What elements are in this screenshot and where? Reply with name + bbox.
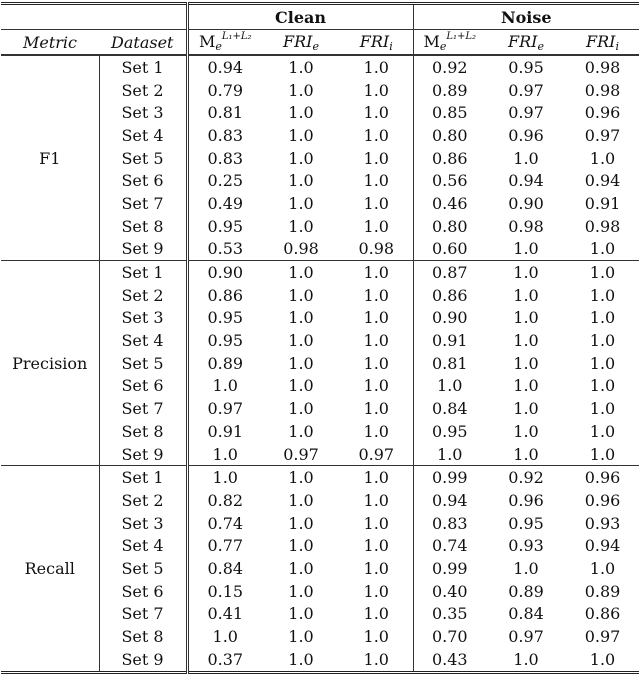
- frie-base: FRI: [283, 31, 313, 51]
- dataset-cell: Set 4: [99, 329, 187, 352]
- value-cell-clean: 0.97: [207, 399, 244, 419]
- value-cell-clean: 0.91: [207, 421, 244, 441]
- value-cell-clean: 1.0: [340, 79, 413, 102]
- value-cell-clean: 1.0: [288, 513, 314, 533]
- header-column-row: [1, 30, 639, 56]
- dataset-cell: Set 5: [99, 147, 187, 170]
- value-cell-clean: 1.0: [340, 625, 413, 648]
- dataset-cell: Set 3: [99, 101, 187, 124]
- value-cell-clean: 0.37: [207, 649, 244, 669]
- value-cell-clean: 1.0: [288, 649, 314, 669]
- dataset-cell: Set 2: [99, 284, 187, 307]
- group-header-noise: Noise: [500, 7, 552, 27]
- value-cell-clean: 0.82: [207, 490, 244, 510]
- value-cell-clean: 0.83: [207, 125, 244, 145]
- value-cell-noise: 0.93: [508, 536, 544, 556]
- value-cell-clean: 1.0: [288, 331, 314, 351]
- m-sub: e: [215, 40, 222, 53]
- value-cell-noise: 1.0: [513, 148, 539, 168]
- value-cell-noise: 0.56: [431, 171, 468, 191]
- value-cell-noise: 0.86: [431, 285, 468, 305]
- value-cell-noise: 0.81: [431, 353, 468, 373]
- value-cell-clean: 1.0: [340, 169, 413, 192]
- value-cell-clean: 0.90: [187, 261, 262, 284]
- dataset-cell: Set 1: [99, 261, 187, 284]
- value-cell-noise: 1.0: [589, 331, 616, 351]
- value-cell-clean: 1.0: [340, 215, 413, 238]
- value-cell-clean: 1.0: [288, 353, 314, 373]
- value-cell-noise: 1.0: [437, 376, 463, 396]
- value-cell-noise: 0.99: [431, 558, 468, 578]
- value-cell-clean: 0.25: [207, 171, 244, 191]
- value-cell-noise: 1.0: [513, 308, 539, 328]
- value-cell-noise: 1.0: [486, 261, 566, 284]
- value-cell-clean: 1.0: [288, 558, 314, 578]
- value-cell-clean: 0.81: [207, 103, 244, 123]
- dataset-cell: Set 8: [99, 420, 187, 443]
- value-cell-noise: 0.85: [431, 103, 468, 123]
- dataset-cell: Set 9: [99, 443, 187, 466]
- value-cell-noise: 0.90: [431, 308, 468, 328]
- metric-label: F1: [1, 55, 99, 261]
- dataset-cell: Set 3: [99, 307, 187, 330]
- value-cell-noise: 1.0: [513, 399, 539, 419]
- value-cell-noise: 0.95: [431, 421, 468, 441]
- value-cell-clean: 1.0: [340, 557, 413, 580]
- value-cell-clean: 1.0: [340, 192, 413, 215]
- value-cell-clean: 0.49: [207, 193, 244, 213]
- value-cell-clean: 1.0: [340, 55, 413, 79]
- value-cell-clean: 1.0: [288, 490, 314, 510]
- value-cell-clean: 1.0: [340, 420, 413, 443]
- value-cell-noise: 0.87: [413, 261, 486, 284]
- table-row: [1, 466, 639, 489]
- value-cell-clean: 1.0: [340, 534, 413, 557]
- value-cell-clean: 1.0: [288, 216, 314, 236]
- value-cell-clean: 1.0: [340, 580, 413, 603]
- value-cell-noise: 0.70: [431, 627, 468, 647]
- value-cell-clean: 0.53: [207, 239, 244, 259]
- value-cell-clean: 1.0: [288, 627, 314, 647]
- value-cell-noise: 0.97: [584, 125, 621, 145]
- value-cell-noise: 0.94: [431, 490, 468, 510]
- value-cell-clean: 0.98: [283, 239, 319, 259]
- frie-sub: e: [537, 39, 544, 53]
- value-cell-noise: 0.89: [584, 581, 621, 601]
- dataset-cell: Set 4: [99, 534, 187, 557]
- dataset-cell: Set 2: [99, 489, 187, 512]
- value-cell-clean: 1.0: [288, 103, 314, 123]
- value-cell-noise: 0.97: [508, 103, 544, 123]
- value-cell-noise: 0.74: [431, 536, 468, 556]
- results-table-body: [1, 55, 639, 672]
- value-cell-clean: 0.83: [207, 148, 244, 168]
- value-cell-clean: 0.97: [283, 444, 319, 464]
- value-cell-noise: 1.0: [589, 399, 616, 419]
- value-cell-noise: 1.0: [589, 649, 616, 669]
- column-header-frii-clean: [340, 30, 413, 56]
- value-cell-noise: 1.0: [513, 421, 539, 441]
- dataset-cell: Set 6: [99, 375, 187, 398]
- dataset-cell: Set 7: [99, 192, 187, 215]
- value-cell-noise: 1.0: [513, 649, 539, 669]
- value-cell-noise: 0.40: [431, 581, 468, 601]
- value-cell-noise: 0.98: [566, 55, 639, 79]
- value-cell-clean: 1.0: [340, 147, 413, 170]
- m-sup: L₁+L₂: [221, 31, 252, 42]
- value-cell-clean: 0.77: [207, 536, 244, 556]
- value-cell-noise: 1.0: [589, 353, 616, 373]
- value-cell-clean: 1.0: [262, 261, 340, 284]
- value-cell-noise: 0.98: [508, 216, 544, 236]
- value-cell-clean: 1.0: [340, 397, 413, 420]
- value-cell-noise: 1.0: [589, 285, 616, 305]
- value-cell-clean: 1.0: [340, 101, 413, 124]
- value-cell-clean: 1.0: [288, 171, 314, 191]
- value-cell-noise: 0.97: [508, 80, 544, 100]
- value-cell-noise: 0.99: [413, 466, 486, 489]
- value-cell-noise: 0.89: [508, 581, 544, 601]
- value-cell-clean: 0.84: [207, 558, 244, 578]
- value-cell-clean: 1.0: [288, 80, 314, 100]
- value-cell-noise: 0.86: [431, 148, 468, 168]
- value-cell-noise: 0.80: [431, 216, 468, 236]
- dataset-cell: Set 2: [99, 79, 187, 102]
- column-header-metric: Metric: [1, 30, 99, 56]
- value-cell-noise: 0.95: [508, 513, 544, 533]
- value-cell-noise: 1.0: [589, 148, 616, 168]
- value-cell-clean: 0.95: [207, 308, 244, 328]
- dataset-cell: Set 1: [99, 466, 187, 489]
- dataset-cell: Set 9: [99, 648, 187, 672]
- value-cell-noise: 0.96: [508, 490, 544, 510]
- value-cell-clean: 1.0: [340, 603, 413, 626]
- column-header-dataset: Dataset: [99, 30, 187, 56]
- value-cell-noise: 1.0: [589, 308, 616, 328]
- value-cell-clean: 0.79: [207, 80, 244, 100]
- dataset-cell: Set 3: [99, 512, 187, 535]
- m-base: M: [423, 32, 440, 51]
- value-cell-noise: 1.0: [589, 421, 616, 441]
- value-cell-clean: 0.74: [207, 513, 244, 533]
- value-cell-clean: 0.98: [340, 238, 413, 261]
- dataset-cell: Set 7: [99, 397, 187, 420]
- value-cell-clean: 1.0: [212, 376, 238, 396]
- value-cell-noise: 0.97: [584, 627, 621, 647]
- m-sup: L₁+L₂: [446, 31, 477, 42]
- value-cell-noise: 1.0: [513, 331, 539, 351]
- metric-label: Precision: [1, 261, 99, 466]
- value-cell-noise: 0.35: [431, 604, 468, 624]
- value-cell-clean: 0.95: [207, 331, 244, 351]
- value-cell-noise: 1.0: [513, 444, 539, 464]
- value-cell-clean: 1.0: [288, 285, 314, 305]
- value-cell-clean: 1.0: [288, 604, 314, 624]
- value-cell-noise: 0.90: [508, 193, 544, 213]
- value-cell-noise: 0.86: [584, 604, 621, 624]
- value-cell-clean: 1.0: [340, 284, 413, 307]
- value-cell-noise: 1.0: [513, 285, 539, 305]
- value-cell-noise: 1.0: [437, 444, 463, 464]
- value-cell-clean: 1.0: [340, 307, 413, 330]
- value-cell-clean: 1.0: [288, 581, 314, 601]
- value-cell-noise: 1.0: [513, 239, 539, 259]
- value-cell-clean: 1.0: [288, 193, 314, 213]
- dataset-cell: Set 8: [99, 215, 187, 238]
- frii-sub: i: [615, 39, 619, 53]
- value-cell-clean: 1.0: [262, 55, 340, 79]
- value-cell-clean: 1.0: [340, 352, 413, 375]
- dataset-cell: Set 5: [99, 352, 187, 375]
- column-header-frie-clean: [262, 30, 340, 56]
- results-table: [1, 2, 639, 674]
- metric-label: Recall: [1, 466, 99, 672]
- value-cell-noise: 1.0: [513, 353, 539, 373]
- value-cell-clean: 1.0: [262, 466, 340, 489]
- value-cell-noise: 0.94: [584, 536, 621, 556]
- frie-sub: e: [312, 39, 319, 53]
- value-cell-noise: 0.96: [584, 490, 621, 510]
- group-header-clean: Clean: [187, 4, 413, 30]
- value-cell-noise: 1.0: [589, 376, 616, 396]
- value-cell-noise: 0.94: [584, 171, 621, 191]
- m-sub: e: [439, 40, 447, 53]
- value-cell-clean: 1.0: [288, 148, 314, 168]
- value-cell-noise: 0.80: [431, 125, 468, 145]
- value-cell-noise: 0.97: [508, 627, 544, 647]
- value-cell-clean: 0.94: [187, 55, 262, 79]
- value-cell-noise: 0.84: [431, 399, 468, 419]
- value-cell-clean: 1.0: [340, 489, 413, 512]
- frii-base: FRI: [586, 31, 616, 51]
- value-cell-noise: 0.84: [508, 604, 544, 624]
- value-cell-noise: 0.95: [486, 55, 566, 79]
- value-cell-noise: 0.91: [431, 331, 468, 351]
- value-cell-clean: 1.0: [340, 648, 413, 672]
- value-cell-noise: 1.0: [566, 261, 639, 284]
- value-cell-clean: 1.0: [288, 125, 314, 145]
- value-cell-noise: 0.96: [566, 466, 639, 489]
- value-cell-clean: 1.0: [340, 261, 413, 284]
- value-cell-noise: 0.93: [584, 513, 621, 533]
- value-cell-clean: 1.0: [288, 421, 314, 441]
- value-cell-clean: 0.15: [207, 581, 244, 601]
- value-cell-clean: 0.95: [207, 216, 244, 236]
- value-cell-noise: 0.91: [584, 193, 621, 213]
- value-cell-noise: 1.0: [589, 444, 616, 464]
- value-cell-clean: 1.0: [288, 376, 314, 396]
- header-blank: [99, 4, 187, 30]
- column-header-m-noise: [413, 30, 486, 56]
- value-cell-clean: 0.41: [207, 604, 244, 624]
- value-cell-clean: 1.0: [340, 466, 413, 489]
- column-header-frii-noise: [566, 30, 639, 56]
- value-cell-clean: 0.86: [207, 285, 244, 305]
- value-cell-clean: 1.0: [212, 444, 238, 464]
- dataset-cell: Set 9: [99, 238, 187, 261]
- value-cell-noise: 1.0: [513, 376, 539, 396]
- value-cell-clean: 0.89: [207, 353, 244, 373]
- value-cell-noise: 0.43: [431, 649, 468, 669]
- m-base: M: [198, 32, 216, 51]
- value-cell-clean: 1.0: [187, 466, 262, 489]
- value-cell-clean: 1.0: [340, 329, 413, 352]
- frie-base: FRI: [508, 31, 538, 51]
- value-cell-noise: 1.0: [589, 558, 616, 578]
- value-cell-clean: 1.0: [288, 308, 314, 328]
- dataset-cell: Set 5: [99, 557, 187, 580]
- value-cell-noise: 0.92: [486, 466, 566, 489]
- value-cell-noise: 0.96: [508, 125, 544, 145]
- value-cell-noise: 0.98: [584, 216, 621, 236]
- frii-base: FRI: [359, 31, 390, 51]
- value-cell-noise: 0.96: [584, 103, 621, 123]
- value-cell-clean: 1.0: [340, 375, 413, 398]
- value-cell-noise: 0.92: [413, 55, 486, 79]
- value-cell-noise: 0.46: [431, 193, 468, 213]
- value-cell-clean: 1.0: [212, 627, 238, 647]
- dataset-cell: Set 7: [99, 603, 187, 626]
- value-cell-noise: 0.94: [508, 171, 544, 191]
- dataset-cell: Set 6: [99, 580, 187, 603]
- value-cell-noise: 0.98: [584, 80, 621, 100]
- frii-sub: i: [389, 39, 393, 53]
- value-cell-noise: 0.89: [431, 80, 468, 100]
- column-header-m-clean: [187, 30, 262, 56]
- header-group-row: [1, 4, 639, 30]
- value-cell-noise: 0.83: [431, 513, 468, 533]
- dataset-cell: Set 4: [99, 124, 187, 147]
- value-cell-clean: 0.97: [340, 443, 413, 466]
- value-cell-clean: 1.0: [288, 536, 314, 556]
- table-row: [1, 261, 639, 284]
- value-cell-noise: 1.0: [513, 558, 539, 578]
- value-cell-clean: 1.0: [340, 512, 413, 535]
- dataset-cell: Set 8: [99, 625, 187, 648]
- value-cell-noise: 1.0: [589, 239, 616, 259]
- header-blank: [1, 4, 99, 30]
- value-cell-noise: 0.60: [431, 239, 468, 259]
- value-cell-clean: 1.0: [288, 399, 314, 419]
- value-cell-clean: 1.0: [340, 124, 413, 147]
- dataset-cell: Set 6: [99, 169, 187, 192]
- column-header-frie-noise: [486, 30, 566, 56]
- table-row: [1, 55, 639, 79]
- dataset-cell: Set 1: [99, 55, 187, 79]
